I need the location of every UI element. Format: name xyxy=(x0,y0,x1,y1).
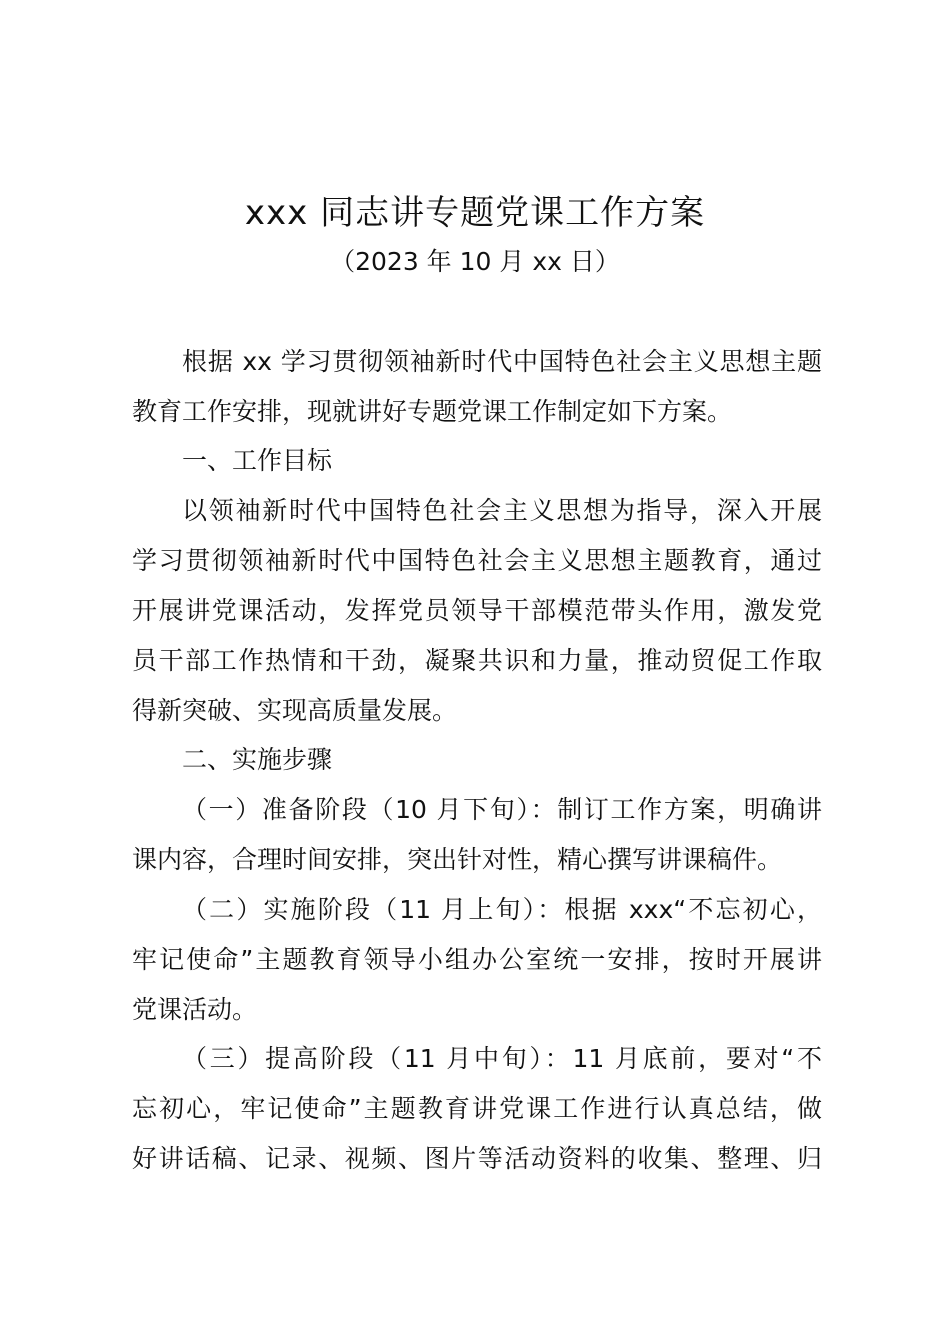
section-heading-goal: 一、工作目标 xyxy=(182,446,333,475)
document-title: xxx 同志讲专题党课工作方案 xyxy=(244,193,706,233)
paragraph-line: 根据 xx 学习贯彻领袖新时代中国特色社会主义思想主题 xyxy=(182,347,822,376)
paragraph-line: （二）实施阶段（11 月上旬）：根据 xxx“不忘初心， xyxy=(182,895,822,924)
paragraph-line: 牢记使命”主题教育领导小组办公室统一安排，按时开展讲 xyxy=(132,945,822,974)
paragraph-line: 教育工作安排，现就讲好专题党课工作制定如下方案。 xyxy=(132,397,733,426)
document-date: （2023 年 10 月 xx 日） xyxy=(330,247,620,276)
paragraph-line: 党课活动。 xyxy=(132,995,258,1024)
paragraph-line: 以领袖新时代中国特色社会主义思想为指导，深入开展 xyxy=(182,496,822,525)
section-heading-steps: 二、实施步骤 xyxy=(182,745,333,774)
paragraph-line: 好讲话稿、记录、视频、图片等活动资料的收集、整理、归 xyxy=(132,1144,822,1173)
paragraph-line: （三）提高阶段（11 月中旬）：11 月底前，要对“不 xyxy=(182,1044,822,1073)
paragraph-line: 课内容，合理时间安排，突出针对性，精心撰写讲课稿件。 xyxy=(132,845,783,874)
paragraph-line: 员干部工作热情和干劲，凝聚共识和力量，推动贸促工作取 xyxy=(132,646,822,675)
paragraph-line: 得新突破、实现高质量发展。 xyxy=(132,696,458,725)
paragraph-line: 忘初心，牢记使命”主题教育讲党课工作进行认真总结，做 xyxy=(132,1094,822,1123)
paragraph-line: 开展讲党课活动，发挥党员领导干部模范带头作用，激发党 xyxy=(132,596,822,625)
paragraph-line: 学习贯彻领袖新时代中国特色社会主义思想主题教育，通过 xyxy=(132,546,822,575)
paragraph-line: （一）准备阶段（10 月下旬）：制订工作方案，明确讲 xyxy=(182,795,822,824)
